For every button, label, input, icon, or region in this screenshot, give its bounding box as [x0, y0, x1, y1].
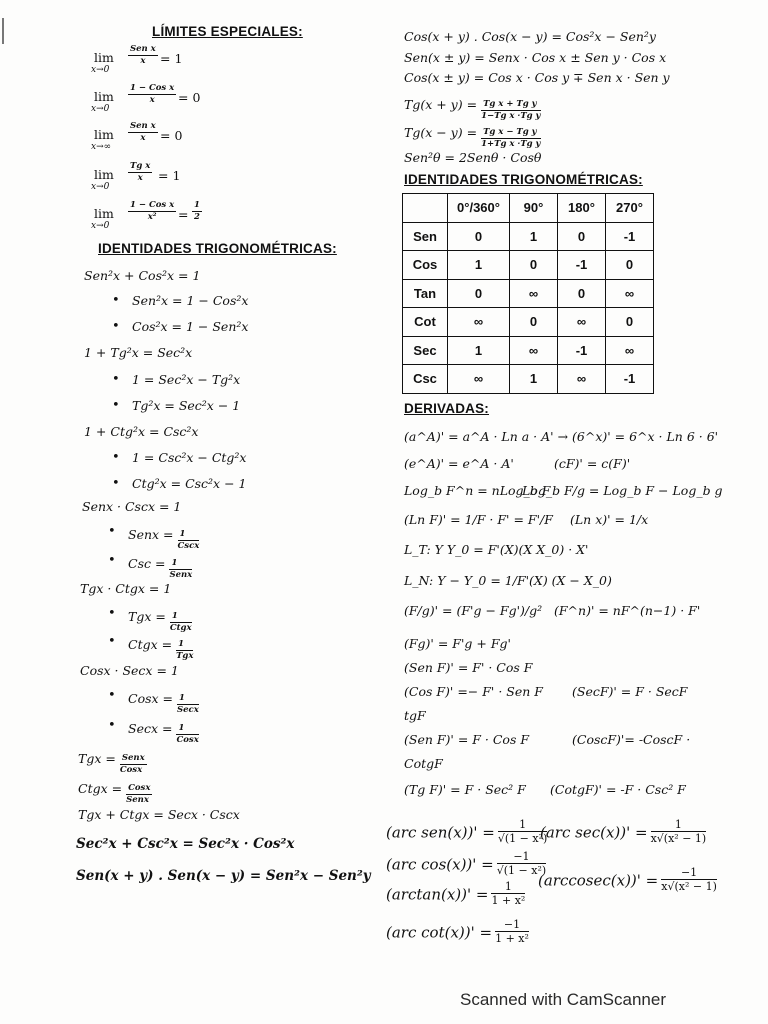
table-cell: 0: [510, 308, 558, 337]
fraction-denominator: Senx: [126, 795, 149, 805]
fraction-denominator: Cosx: [176, 735, 199, 745]
identity-line: Sen²θ = 2Senθ · Cosθ: [404, 150, 542, 165]
fraction-numerator: 1: [176, 639, 193, 651]
lim-label: lim: [94, 50, 114, 65]
table-cell: ∞: [510, 336, 558, 365]
table-cell: ∞: [606, 336, 654, 365]
scan-edge-mark: [2, 18, 4, 44]
limits-heading: LÍMITES ESPECIALES:: [152, 24, 303, 39]
table-row-label: Csc: [403, 365, 448, 394]
fraction-denominator: Tgx: [176, 651, 194, 661]
lim-result: = 0: [178, 90, 201, 105]
fraction-numerator: 1: [177, 693, 199, 705]
derivative-line: (Ln F)' = 1/F · F' = F'/F: [404, 512, 553, 527]
fraction-denominator: Cscx: [177, 541, 200, 551]
table-header-cell: [403, 194, 448, 223]
arc-derivative: [540, 820, 706, 847]
identity-bullet: [128, 634, 194, 661]
arc-derivative: [538, 868, 717, 895]
fraction-lhs: Ctgx =: [128, 637, 173, 652]
fraction-denominator: Ctgx: [169, 623, 192, 633]
arc-denominator: √(1 − x²): [496, 864, 547, 877]
identity-line: Tgx + Ctgx = Secx · Cscx: [78, 807, 240, 822]
arc-derivative: [386, 820, 547, 847]
identity-bullet: • 1 = Csc²x − Ctg²x: [132, 450, 246, 466]
identity-bullet: [128, 688, 199, 715]
identity-bullet: [128, 718, 199, 745]
derivative-line: (F/g)' = (F'g − Fg')/g²: [404, 603, 543, 618]
table-cell: 0: [606, 251, 654, 280]
lim-result: = 0: [160, 128, 183, 143]
arc-lhs: (arc cos(x))' =: [386, 855, 494, 874]
scanner-watermark: Scanned with CamScanner: [460, 990, 667, 1009]
fraction-lhs: Senx =: [128, 527, 174, 542]
derivative-line: (Ln x)' = 1/x: [570, 512, 649, 527]
arc-lhs: (arctan(x))' =: [386, 885, 489, 904]
identity-line: [78, 748, 147, 775]
fraction-lhs: Tg(x − y) =: [404, 125, 478, 140]
table-header-cell: 90°: [510, 194, 558, 223]
arc-lhs: (arccosec(x))' =: [538, 871, 659, 890]
table-cell: ∞: [448, 365, 510, 394]
arc-lhs: (arc cot(x))' =: [386, 923, 493, 942]
arc-derivative: [386, 882, 525, 909]
identity-bullet: • Cos²x = 1 − Sen²x: [132, 319, 248, 335]
arc-denominator: x√(x² − 1): [661, 880, 717, 893]
fraction-lhs: Ctgx =: [78, 781, 123, 796]
lim-denominator: x²: [147, 212, 157, 222]
identity-bullet: [128, 553, 193, 580]
arc-denominator: 1 + x²: [491, 894, 526, 907]
derivative-line: tgF: [404, 708, 426, 723]
derivative-line: CotgF: [404, 756, 443, 771]
arc-derivative: [386, 852, 546, 879]
lim-subscript: x→∞: [91, 142, 112, 152]
derivative-line: (Sen F)' = F · Cos F: [404, 732, 530, 747]
fraction-numerator: 1: [178, 529, 200, 541]
table-row-label: Sen: [403, 222, 448, 251]
identity-line: 1 + Ctg²x = Csc²x: [84, 424, 199, 439]
table-row: [403, 336, 654, 365]
table-cell: -1: [606, 365, 654, 394]
fraction-numerator: 1: [169, 558, 192, 570]
identity-bullet: • Sen²x = 1 − Cos²x: [132, 293, 248, 309]
table-cell: 0: [558, 279, 606, 308]
lim-numerator: Tg x: [130, 161, 151, 171]
lim-label: lim: [94, 206, 114, 221]
fraction-numerator: Tg x + Tg y: [481, 99, 540, 111]
identity-line: Cos(x ± y) = Cos x · Cos y ∓ Sen x · Sen y: [404, 70, 670, 85]
lim-denominator: x: [149, 95, 155, 105]
table-cell: ∞: [510, 279, 558, 308]
fraction-lhs: Tgx =: [128, 609, 166, 624]
table-row: [403, 365, 654, 394]
fraction-numerator: Senx: [121, 753, 145, 763]
table-cell: ∞: [558, 365, 606, 394]
lim-numerator: Sen x: [130, 44, 156, 54]
lim-label: lim: [94, 89, 114, 104]
lim-result-numerator: 1: [194, 200, 200, 210]
table-cell: -1: [558, 336, 606, 365]
lim-subscript: x→0: [91, 65, 110, 75]
identity-bullet: • Ctg²x = Csc²x − 1: [132, 476, 246, 492]
arc-derivative: [386, 920, 529, 947]
fraction-numerator: 1: [170, 611, 192, 623]
derivative-line: (CotgF)' = -F · Csc² F: [550, 782, 686, 797]
fraction-denominator: 1−Tg x ·Tg y: [481, 111, 541, 121]
table-header-cell: 270°: [606, 194, 654, 223]
fraction-numerator: Tg x − Tg y: [481, 127, 540, 139]
lim-denominator: x: [140, 133, 146, 143]
table-heading: IDENTIDADES TRIGONOMÉTRICAS:: [404, 172, 643, 187]
fraction-lhs: Tg(x + y) =: [404, 97, 478, 112]
arc-numerator: −1: [495, 918, 529, 932]
table-cell: ∞: [558, 308, 606, 337]
derivative-line: Log_b F^n = nLog_b F: [404, 483, 551, 498]
identity-line: Sec²x + Csc²x = Sec²x · Cos²x: [76, 836, 295, 852]
lim-numerator: 1 − Cos x: [130, 83, 175, 93]
derivative-line: L_T: Y Y_0 = F'(X)(X X_0) · X': [404, 542, 589, 557]
table-row: [403, 308, 654, 337]
arc-lhs: (arc sen(x))' =: [386, 823, 495, 842]
lim-label: lim: [94, 127, 114, 142]
fraction-denominator: Senx: [169, 570, 193, 580]
fraction-numerator: 1: [176, 723, 198, 735]
table-row: [403, 222, 654, 251]
identities-heading: IDENTIDADES TRIGONOMÉTRICAS:: [98, 241, 337, 256]
table-cell: 0: [558, 222, 606, 251]
lim-denominator: x: [137, 173, 143, 183]
table-cell: -1: [558, 251, 606, 280]
fraction-denominator: Secx: [177, 705, 199, 715]
identity-line: Cosx · Secx = 1: [80, 663, 179, 678]
lim-result-denominator: 2: [194, 212, 200, 222]
arc-numerator: 1: [651, 818, 707, 832]
arc-denominator: 1 + x²: [495, 932, 529, 945]
identity-line: Tgx · Ctgx = 1: [80, 581, 172, 596]
trig-values-table: [402, 193, 654, 394]
derivative-line: (Tg F)' = F · Sec² F: [404, 782, 526, 797]
arc-numerator: 1: [498, 818, 547, 832]
derivatives-heading: DERIVADAS:: [404, 401, 490, 416]
table-row-label: Sec: [403, 336, 448, 365]
derivative-line: L_N: Y − Y_0 = 1/F'(X) (X − X_0): [404, 573, 612, 588]
identity-line: Senx · Cscx = 1: [82, 499, 182, 514]
lim-result: = 1: [158, 168, 181, 183]
identity-line: [78, 778, 152, 805]
arc-lhs: (arc sec(x))' =: [540, 823, 648, 842]
arc-denominator: x√(x² − 1): [650, 832, 707, 845]
derivative-line: (Cos F)' =− F' · Sen F: [404, 684, 543, 699]
lim-denominator: x: [140, 56, 146, 66]
lim-result: = 1: [160, 51, 183, 66]
table-cell: -1: [606, 222, 654, 251]
lim-numerator: 1 − Cos x: [130, 200, 175, 210]
table-cell: 1: [448, 251, 510, 280]
table-row: [403, 251, 654, 280]
fraction-numerator: Cosx: [128, 783, 151, 793]
derivative-line: (a^A)' = a^A · Ln a · A' → (6^x)' = 6^x · Ln 6 · 6': [404, 429, 719, 444]
identity-bullet: • 1 = Sec²x − Tg²x: [132, 372, 240, 388]
table-cell: 0: [448, 222, 510, 251]
table-cell: 0: [606, 308, 654, 337]
fraction-denominator: 1+Tg x ·Tg y: [481, 139, 541, 149]
lim-result: =: [178, 207, 189, 222]
lim-subscript: x→0: [91, 221, 110, 231]
table-cell: 1: [448, 336, 510, 365]
identity-line: Sen(x + y) . Sen(x − y) = Sen²x − Sen²y: [76, 868, 371, 884]
fraction-lhs: Tgx =: [78, 751, 116, 766]
table-header-cell: 0°/360°: [448, 194, 510, 223]
identity-line: Sen(x ± y) = Senx · Cos x ± Sen y · Cos x: [404, 50, 667, 65]
identity-bullet: • Tg²x = Sec²x − 1: [132, 398, 240, 414]
derivative-line: (SecF)' = F · SecF: [572, 684, 688, 699]
derivative-line: (Fg)' = F'g + Fg': [404, 636, 511, 651]
identity-line: [404, 122, 541, 149]
table-header-cell: 180°: [558, 194, 606, 223]
lim-subscript: x→0: [91, 182, 110, 192]
derivative-line: (F^n)' = nF^(n−1) · F': [554, 603, 701, 618]
derivative-line: (Sen F)' = F' · Cos F: [404, 660, 533, 675]
table-cell: ∞: [448, 308, 510, 337]
arc-numerator: −1: [661, 866, 717, 880]
fraction-lhs: Csc =: [128, 556, 166, 571]
arc-numerator: −1: [497, 850, 546, 864]
identity-bullet: [128, 606, 192, 633]
table-cell: 0: [448, 279, 510, 308]
derivative-line: (cF)' = c(F)': [554, 456, 631, 471]
table-cell: 1: [510, 365, 558, 394]
fraction-lhs: Secx =: [128, 721, 173, 736]
lim-subscript: x→0: [91, 104, 110, 114]
table-cell: 1: [510, 222, 558, 251]
lim-label: lim: [94, 167, 114, 182]
identity-line: [404, 94, 541, 121]
table-row-label: Tan: [403, 279, 448, 308]
table-cell: ∞: [606, 279, 654, 308]
lim-numerator: Sen x: [130, 121, 156, 131]
table-cell: 0: [510, 251, 558, 280]
derivative-line: (e^A)' = e^A · A': [404, 456, 514, 471]
identity-line: Cos(x + y) . Cos(x − y) = Cos²x − Sen²y: [404, 29, 656, 44]
derivative-line: Log_b F/g = Log_b F − Log_b g: [522, 483, 723, 498]
arc-denominator: √(1 − x²): [497, 832, 548, 845]
table-row-label: Cos: [403, 251, 448, 280]
fraction-lhs: Cosx =: [128, 691, 174, 706]
arc-numerator: 1: [491, 880, 525, 894]
table-header-row: [403, 194, 654, 223]
table-row: [403, 279, 654, 308]
identity-bullet: [128, 524, 200, 551]
identity-line: 1 + Tg²x = Sec²x: [84, 345, 193, 360]
fraction-denominator: Cosx: [119, 765, 143, 775]
table-row-label: Cot: [403, 308, 448, 337]
derivative-line: (CoscF)'= -CoscF ·: [572, 732, 691, 747]
identity-line: Sen²x + Cos²x = 1: [84, 268, 201, 283]
